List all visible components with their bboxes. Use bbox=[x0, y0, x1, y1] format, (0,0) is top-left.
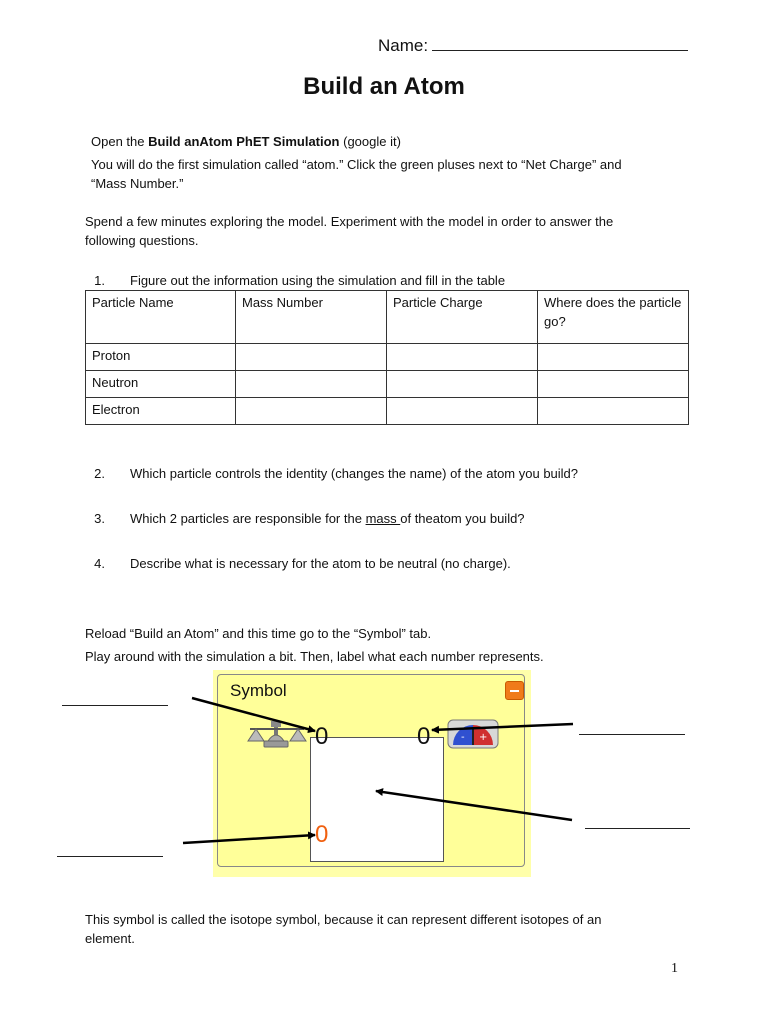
question-3-number: 3. bbox=[94, 511, 105, 526]
table-header-cell: Particle Charge bbox=[387, 291, 538, 344]
svg-text:+: + bbox=[479, 732, 488, 743]
arrow-to-symbol bbox=[376, 791, 572, 820]
intro-line-1-post: (google it) bbox=[339, 134, 401, 149]
atomic-number-value: 0 bbox=[315, 821, 329, 848]
name-label: Name: bbox=[378, 36, 429, 55]
symbol-instructions-2: Play around with the simulation a bit. Then, label what each number represents. bbox=[85, 649, 544, 664]
table-cell: Proton bbox=[86, 344, 236, 371]
intro-line-2: You will do the first simulation called “atom.” Click the green pluses next to “Net Charge” and bbox=[91, 157, 622, 172]
isotope-note-line-2: element. bbox=[85, 931, 135, 946]
question-4-text: Describe what is necessary for the atom to be neutral (no charge). bbox=[130, 556, 511, 571]
table-cell: Neutron bbox=[86, 371, 236, 398]
intro-line-1-pre: Open the bbox=[91, 134, 149, 149]
arrow-to-atomic-number bbox=[183, 835, 315, 843]
arrow-to-charge bbox=[432, 724, 573, 730]
isotope-note-line-1: This symbol is called the isotope symbol, because it can represent different isotopes of an bbox=[85, 912, 602, 927]
svg-text:-: - bbox=[461, 732, 465, 743]
symbol-instructions-1: Reload “Build an Atom” and this time go to the “Symbol” tab. bbox=[85, 626, 432, 641]
question-3-underlined: mass bbox=[365, 511, 401, 526]
net-charge-value: 0 bbox=[417, 723, 431, 750]
table-header-cell: Where does the particle go? bbox=[538, 291, 689, 344]
intro-line-3: “Mass Number.” bbox=[91, 176, 184, 191]
intro-line-1-bold: Build anAtom PhET Simulation bbox=[148, 134, 340, 149]
table-header-cell: Mass Number bbox=[236, 291, 387, 344]
question-4-number: 4. bbox=[94, 556, 105, 571]
question-1-text: Figure out the information using the simulation and fill in the table bbox=[130, 273, 506, 288]
table-header-cell: Particle Name bbox=[86, 291, 236, 344]
symbol-panel-title: Symbol bbox=[230, 681, 287, 700]
question-2-number: 2. bbox=[94, 466, 105, 481]
question-1-number: 1. bbox=[94, 273, 105, 288]
page-title: Build an Atom bbox=[303, 73, 465, 100]
intro-line-5: following questions. bbox=[85, 233, 199, 248]
question-3-post: of theatom you build? bbox=[400, 511, 525, 526]
table-cell: Electron bbox=[86, 398, 236, 425]
mass-number-value: 0 bbox=[315, 723, 329, 750]
question-3-pre: Which 2 particles are responsible for the bbox=[130, 511, 366, 526]
intro-line-4: Spend a few minutes exploring the model. Experiment with the model in order to answer the bbox=[85, 214, 614, 229]
question-2-text: Which particle controls the identity (changes the name) of the atom you build? bbox=[130, 466, 579, 481]
page-number: 1 bbox=[671, 961, 678, 976]
arrow-to-mass-number bbox=[192, 698, 315, 731]
